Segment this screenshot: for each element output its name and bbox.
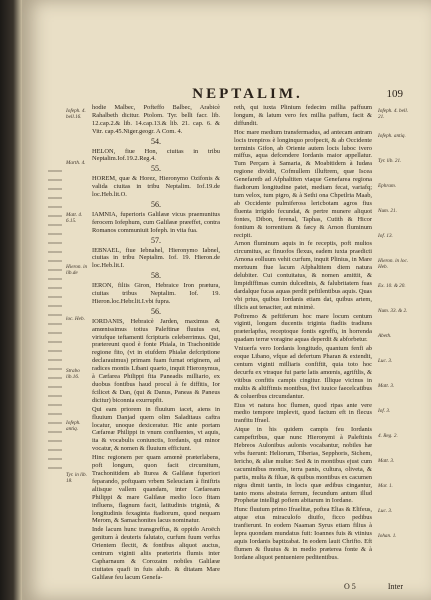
paragraph: IEBNAEL, fiue Iebnahel, Hieronymo Iabnel, ciuitas in tribu Neptalim. Iof. 19. Hieron.de loc.Heb.lit.I.: [92, 246, 220, 270]
page-number: 109: [386, 88, 403, 100]
paragraph: Inde lacum hunc transgreffus, & oppido Aroëch genitum à deuteris falutato, curfum fuum verfus Orientem flectit, & fontibus aliquot auctus, centrum viginti aliis præteriris flumis inter Capharnaum & Corozaim nobiles Galilææ ciuitates quafi in fuis aluib. & ditatam Mare Galilææ feu lacum Genefa-: [92, 526, 220, 581]
margin-note: Tyr. lib. 21.: [378, 158, 402, 164]
margin-note: Abeth.: [378, 333, 392, 339]
margin-note: Marth. 4.: [66, 160, 86, 166]
margin-note: Num. 21.: [378, 208, 397, 214]
paragraph: Vniuerfa vero Iordanis longitudo, quantum fenfi ab eoque Libano, vfque ad defertum Pharan & extendit, centum viginti milliaris confiftit, quia toto hoc decurfu ex vtraque fui parte latis amœnis, agriftlis, & vitibus confitis campis cingitur. Illique vicinus in multis & altiffimis montibus, fivi iuuice faecelcatibus & colueribus circumdantur.: [234, 345, 372, 400]
margin-note: Matt. 3.: [378, 383, 395, 389]
paragraph: Qui eam priorem in fluuium iacet, aiens in fluuium Danjad quem olim Saladitaus caftra locatur, unoque dexiceratur. Hic ante portam Cæfareæ Philippi in vnum confluentes, vt aquis, ita & vocabulis coniunctis, Iordanis, qui minor vocatur, & nomen & fluuium efficiunt.: [92, 405, 220, 453]
entry-number: 57.: [151, 235, 161, 245]
paragraph: Hunc fluuium primo Ifraelitæ, poftea Elias & Elifeus, atque eius miraculofo diuifo, ficco pedibus tranfierunt. In eodem Naaman Syrus etiam filius à lepra quondam mundatus fuit: Ioannes fuis & vtinius aquis Iordanis baptizabat. In eodem lauit Chrifto. Eft flumen & fluuius & in medio præterea fonte & à Iordane aliquot pentueniere peditentibus.: [234, 506, 372, 561]
facing-page-edge: [0, 0, 22, 600]
signature-mark: O 5: [344, 582, 356, 591]
paragraph: IORDANIS, Hebraicè Jarden, maximus & amœnissimus totius Paleftinæ fluuius est, viriufque teftamenti fcripturis celeberrimus. Qui, prætereunt quod è fonte Phiala, in Trachonitide regione fito, (vt in eiufdem Phialæ defcriptione declarauimus) primam fuam furnat originem, ad radices montis Libani quarto, inquit Hieronymus, à Cæfarea Philippi fita Paneadis milliario, ex duobus fontibus haud procul à fe diffitis, Ior fcilicet & Dan, (qui & Danus, Paneas & Paneus dicitur) biconnia exurrupfit.: [92, 317, 220, 404]
paragraph: reth, qui iuxta Plinium fedecim millia paffuum longum, & latum vero fex millia paffum, facit & diffundit.: [234, 104, 372, 127]
margin-note: Luc. 3.: [378, 358, 393, 364]
margin-note: Ex. 10. & 20.: [378, 283, 406, 289]
margin-note: Hieron. in lib.de: [66, 264, 88, 277]
paragraph: Poftremo & peftiferum hoc mare locum centum viginti, longum ducentis triginta ftadiis tradiuns præterlapfus, receptoque fontis egreffu, in horrenda quadam terræ voragine aquas deperdit & abforbetur.: [234, 312, 372, 344]
margin-note: Iohan. 1.: [378, 533, 397, 539]
margin-note: Mar. 1.: [378, 483, 393, 489]
margin-note: 4. Reg. 2.: [378, 433, 398, 439]
entry-number: 55.: [151, 164, 161, 174]
entry-number: 54.: [151, 136, 161, 146]
page-header: [92, 86, 403, 106]
book-page: [22, 0, 431, 600]
margin-note: Iofeph. antiq.: [66, 420, 81, 433]
right-text-column: [234, 104, 372, 574]
entry-number: 58.: [151, 271, 161, 281]
margin-note: Iof. 13.: [378, 233, 393, 239]
margin-note: Matt. 3.: [378, 458, 395, 464]
left-text-column: [92, 104, 220, 581]
margin-note: Ephram.: [378, 183, 397, 189]
margin-note: Hieron. in loc. Heb.: [378, 258, 409, 271]
margin-note: Tyr. in lib. 18.: [66, 472, 87, 485]
margin-note: Strabo lib.16.: [66, 368, 80, 381]
margin-note: Luc. 3.: [378, 508, 393, 514]
catchword: Inter: [387, 582, 403, 591]
entry-number: 56.: [151, 199, 161, 209]
margin-note: Num. 33. & 2.: [378, 308, 408, 314]
paragraph: Hoc mare medium transfermadus, ad antecam antram locis trenpiros è longinquo profpecit, & ab Occidente terminis Gifon, ab Oriente autem locis luboc ivero miffus, aqua defcendere Iordanis maior appellatur. Tum Perçam à Samaria, & Moabitidem à Iudæa regione dividit, Cofmullem illuftrem, quæ Iscea Genefaretb ad Afphaltiten viaque Genefarea regiona fiadiorum longitudine patet, mediam fecat, variafq; tum velox, tum pigro, & à Sethi ona Chpetlria Maab, ab Occidente pulmifeross lericbotam agros fius fluenta irrigido fecundat, & pertre munere aliquot fontes, Dibon, ferenal, Taphas, Cutith & Hicor fontium & torrentium & fæcy & Arnon fluminum recipit.: [234, 128, 372, 239]
paragraph: hodie Malbec, Pofteffo Balbec, Arabicè Rahalbeth dicitur. Ptolom. Tyr. belli facr. lib. 12.cap.2.& lib. 14.cap.13.& lib. 21. cap. 6. & Vitr. cap.45.Niger.geogr. A Com. 4.: [92, 104, 220, 135]
running-title: NEPTALIM.: [192, 86, 303, 102]
margin-note: Matt. 4. 6.15.: [66, 212, 83, 225]
entry-number: 56.: [151, 306, 161, 316]
margin-note: loc. Heb.: [66, 316, 85, 322]
paragraph: HOREM, quæ & Horez, Hieronymo Ozifonis & valida ciuitas in tribu Neptalim. Iof.19.de loc.Heb.lit.O.: [92, 175, 220, 199]
paragraph: HELON, fiue Hon, ciuitas in tribu Neptalim.Iof.19.2.Reg.4.: [92, 147, 220, 163]
margin-note: Iofeph. antiq.: [378, 133, 406, 139]
gutter-shadow: [48, 170, 62, 470]
paragraph: Eius vt natura hoc flumen, quod ripas ante vere medio tempore implevit, quod factum eft in flecus tranfitu Ifrael.: [234, 401, 372, 425]
margin-note: Iof. 3.: [378, 408, 391, 414]
paragraph: Atque in his quidem campis feu Iordanis campeftribus, quæ nunc Hieronymi à Paleftinis Hebreos Aulonibus aulonis vocabantur, nobiles hæ vrbs fuerunt: Heliorum, Tiberias, Sepphoris, Sichem, Iericho, & aliæ multæ: Sed & in montibus ejust cum cacuminibus montis, terra panis, cultura, oliveta, & partis, multa & filuæ, & quibus montibus ex cacumen nigra dimit tantis, in locis quæ ædibus cingantur, tanto mons abstrata ferrum, fecundum antum illud Prophetæ intelligi pofiem abitarum in Iordane.: [234, 426, 372, 505]
paragraph: IERON, filiis Giron, Hebraice Iron prætura, ciuitas tribus Neptalim. Iof. 19. Hieron.loc.Hebr.lit.I.vbi fupra.: [92, 282, 220, 305]
paragraph: Hinc regionem per quam amœnè præterlabens, poft longum, quon facit circumitum, Trachonitidem ab Iturea & Galilææ fuperiori feparando, poftquam vrbem Seleuciam à finiftris aliisque vallem quandam, inter Cæfaream Philippi & mare Galilææ medio loco fitam influens, flagnum facit, latitudinis trigintà, & longitudinis fexaginta ftadiorum, quod nequam Merom, & Samachonites lacus nominatur.: [92, 454, 220, 525]
margin-note: Iofeph. 4. bell.16.: [66, 108, 86, 121]
paragraph: IAMNIA, fuperioris Galilææ vicus praemunitus ferocem Iofephum, cum Galilææ præeffet, contra Romanos communiuit Iofeph. in vita fua.: [92, 210, 220, 234]
margin-note: Iofeph. 4. bell. 21.: [378, 108, 409, 121]
paragraph: Arnon fluminum aquis in fe receptis, poft multos circumitus, ac finuofos flexus, eadem iuxta praedicti Arnona eolluum vehit curfum, inquit Plinius, in Mare mortuum fiue lacum Afphaltitem diem natura delubiter. Cui contuitatus, & nomen amittit, & limpidiffimas cumin dulcedinis, & falubritatem fuas dardalque fucas aquas perdit peftilentibus aquis. Quas vbi prius, quibus Iordanis etiam dat, quibus artem, illicis aut tenaciter, aut minimè.: [234, 240, 372, 311]
